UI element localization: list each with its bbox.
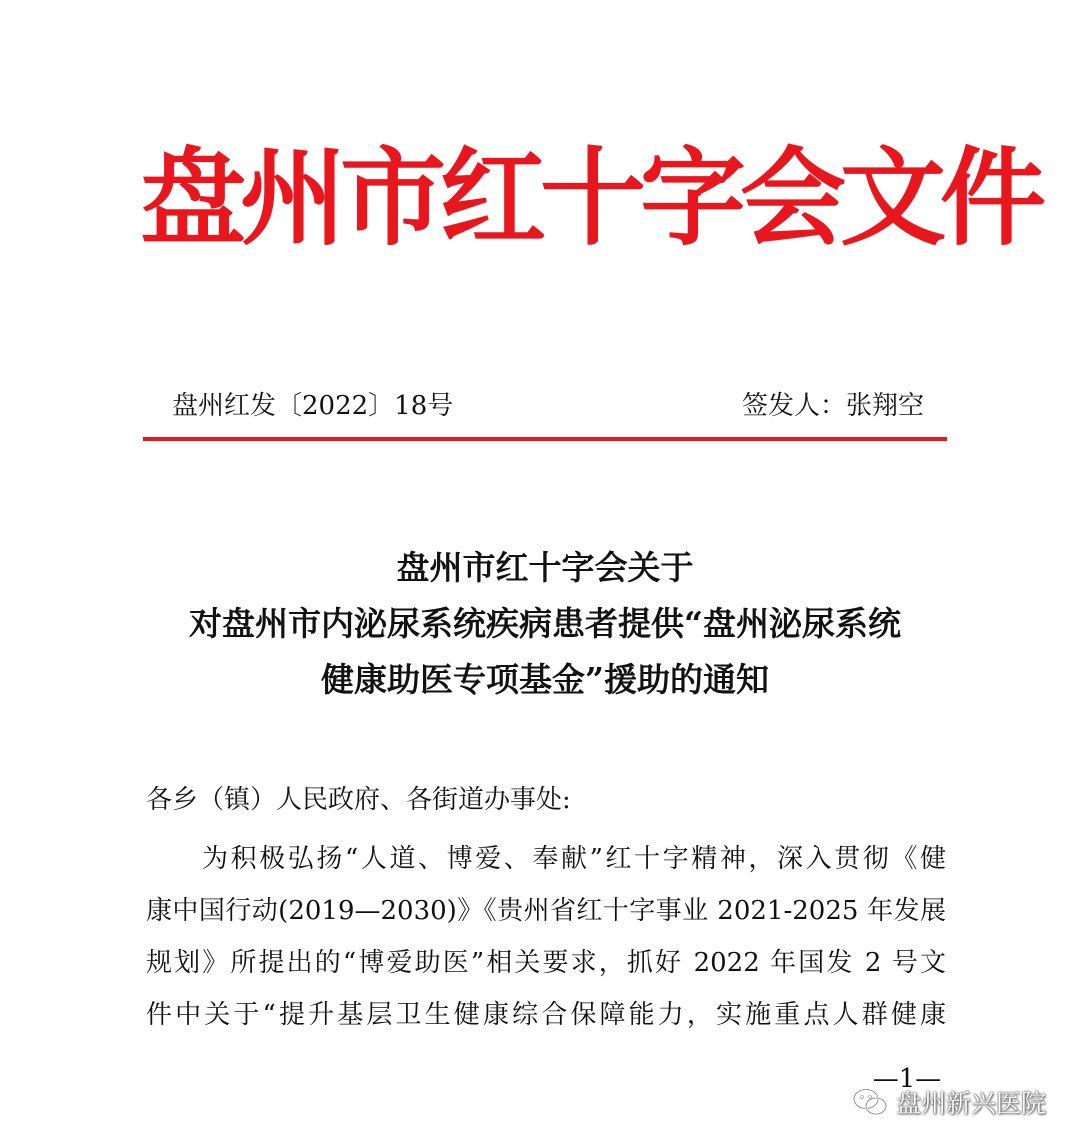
body-paragraph	[146, 833, 946, 1041]
document-masthead: 盘州市红十字会文件	[140, 135, 1040, 260]
red-divider	[143, 437, 947, 441]
wechat-icon	[852, 1087, 888, 1117]
document-title	[130, 540, 960, 708]
title-line: 对盘州市内泌尿系统疾病患者提供“盘州泌尿系统	[189, 604, 901, 643]
title-line: 健康助医专项基金”援助的通知	[321, 660, 769, 699]
body-line: 件中关于“提升基层卫生健康综合保障能力，实施重点人群健康	[146, 1000, 946, 1030]
title-line: 盘州市红十字会关于	[396, 548, 694, 587]
body-line: 为积极弘扬“人道、博爱、奉献”红十字精神，深入贯彻《健	[202, 844, 946, 874]
salutation: 各乡（镇）人民政府、各街道办事处:	[146, 785, 571, 815]
document-signer: 签发人：张翔空	[741, 391, 924, 421]
watermark-text: 盘州新兴医院	[895, 1089, 1046, 1118]
body-line: 规划》所提出的“博爱助医”相关要求，抓好 2022 年国发 2 号文	[146, 948, 946, 978]
document-number: 盘州红发〔2022〕18号	[172, 391, 454, 421]
page-number: —1—	[872, 1064, 942, 1094]
body-line: 康中国行动(2019—2030)》《贵州省红十字事业 2021-2025 年发展	[146, 896, 946, 926]
watermark	[852, 1082, 1046, 1122]
